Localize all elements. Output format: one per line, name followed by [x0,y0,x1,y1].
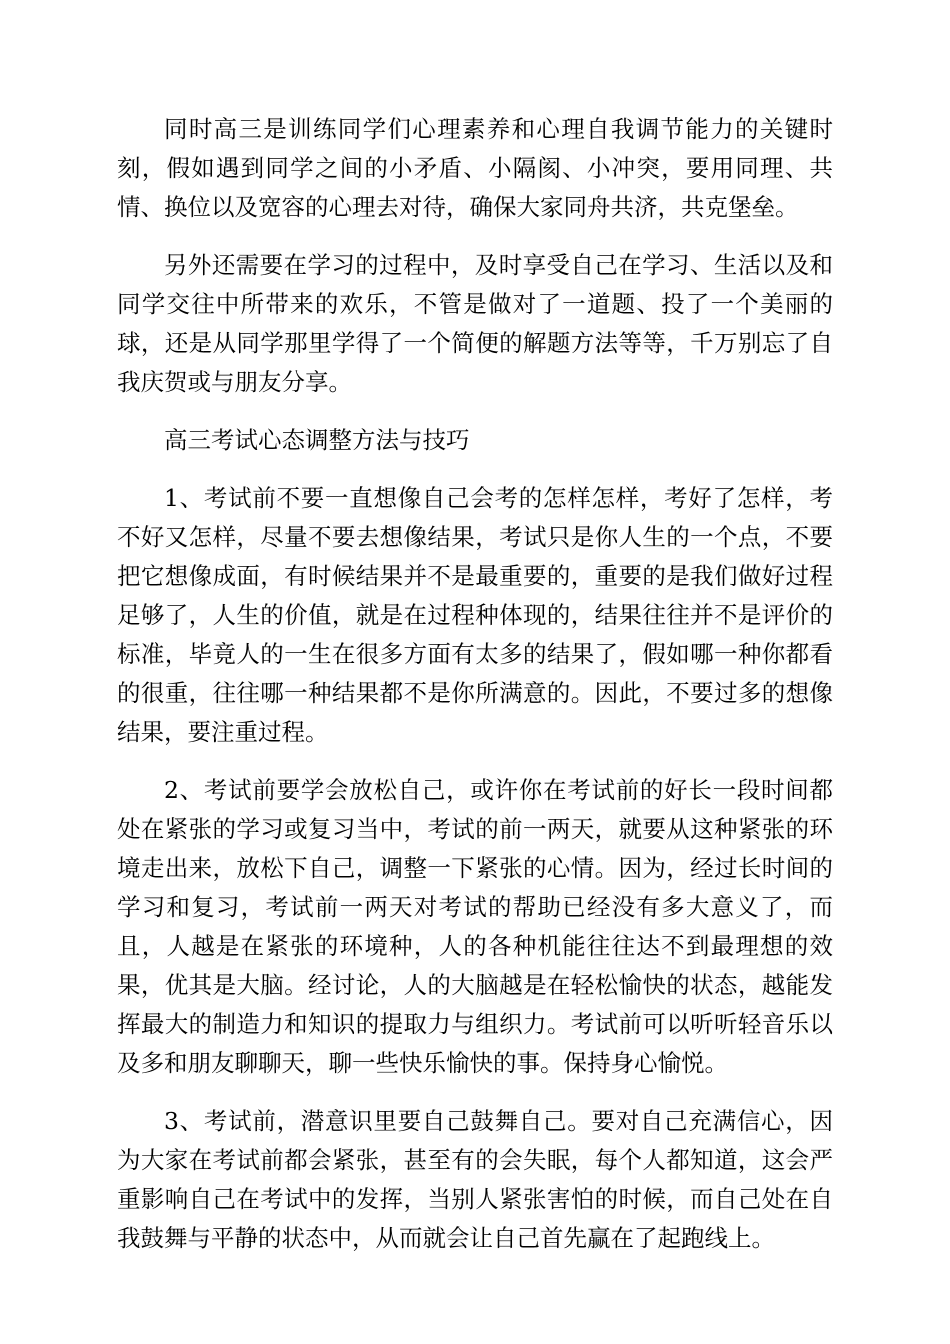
tip-3-paragraph: 3、考试前，潜意识里要自己鼓舞自己。要对自己充满信心，因为大家在考试前都会紧张，甚至有的会失眠，每个人都知道，这会严重影响自己在考试中的发挥，当别人紧张害怕的时候，而自己处在自我鼓舞与平静的状态中，从而就会让自己首先赢在了起跑线上。 [117,1107,833,1252]
paragraph-enjoy-learning: 另外还需要在学习的过程中，及时享受自己在学习、生活以及和同学交往中所带来的欢乐，不管是做对了一道题、投了一个美丽的球，还是从同学那里学得了一个简便的解题方法等等，千万别忘了自我庆贺或与朋友分享。 [117,251,833,396]
section-heading: 高三考试心态调整方法与技巧 [164,426,470,454]
document-page [117,110,833,1277]
tip-1-paragraph: 1、考试前不要一直想像自己会考的怎样怎样，考好了怎样，考不好又怎样，尽量不要去想像结果，考试只是你人生的一个点，不要把它想像成面，有时候结果并不是最重要的，重要的是我们做好过程足够了，人生的价值，就是在过程种体现的，结果往往并不是评价的标准，毕竟人的一生在很多方面有太多的结果了，假如哪一种你都看的很重，往往哪一种结果都不是你所满意的。因此，不要过多的想像结果，要注重过程。 [117,484,833,746]
tip-2-paragraph: 2、考试前要学会放松自己，或许你在考试前的好长一段时间都处在紧张的学习或复习当中，考试的前一两天，就要从这种紧张的环境走出来，放松下自己，调整一下紧张的心情。因为，经过长时间的学习和复习，考试前一两天对考试的帮助已经没有多大意义了，而且，人越是在紧张的环境种，人的各种机能往往达不到最理想的效果，优其是大脑。经讨论，人的大脑越是在轻松愉快的状态，越能发挥最大的制造力和知识的提取力与组织力。考试前可以听听轻音乐以及多和朋友聊聊天，聊一些快乐愉快的事。保持身心愉悦。 [117,776,833,1077]
paragraph-teamwork: 同时高三是训练同学们心理素养和心理自我调节能力的关键时刻，假如遇到同学之间的小矛盾、小隔阂、小冲突，要用同理、共情、换位以及宽容的心理去对待，确保大家同舟共济，共克堡垒。 [117,115,833,221]
